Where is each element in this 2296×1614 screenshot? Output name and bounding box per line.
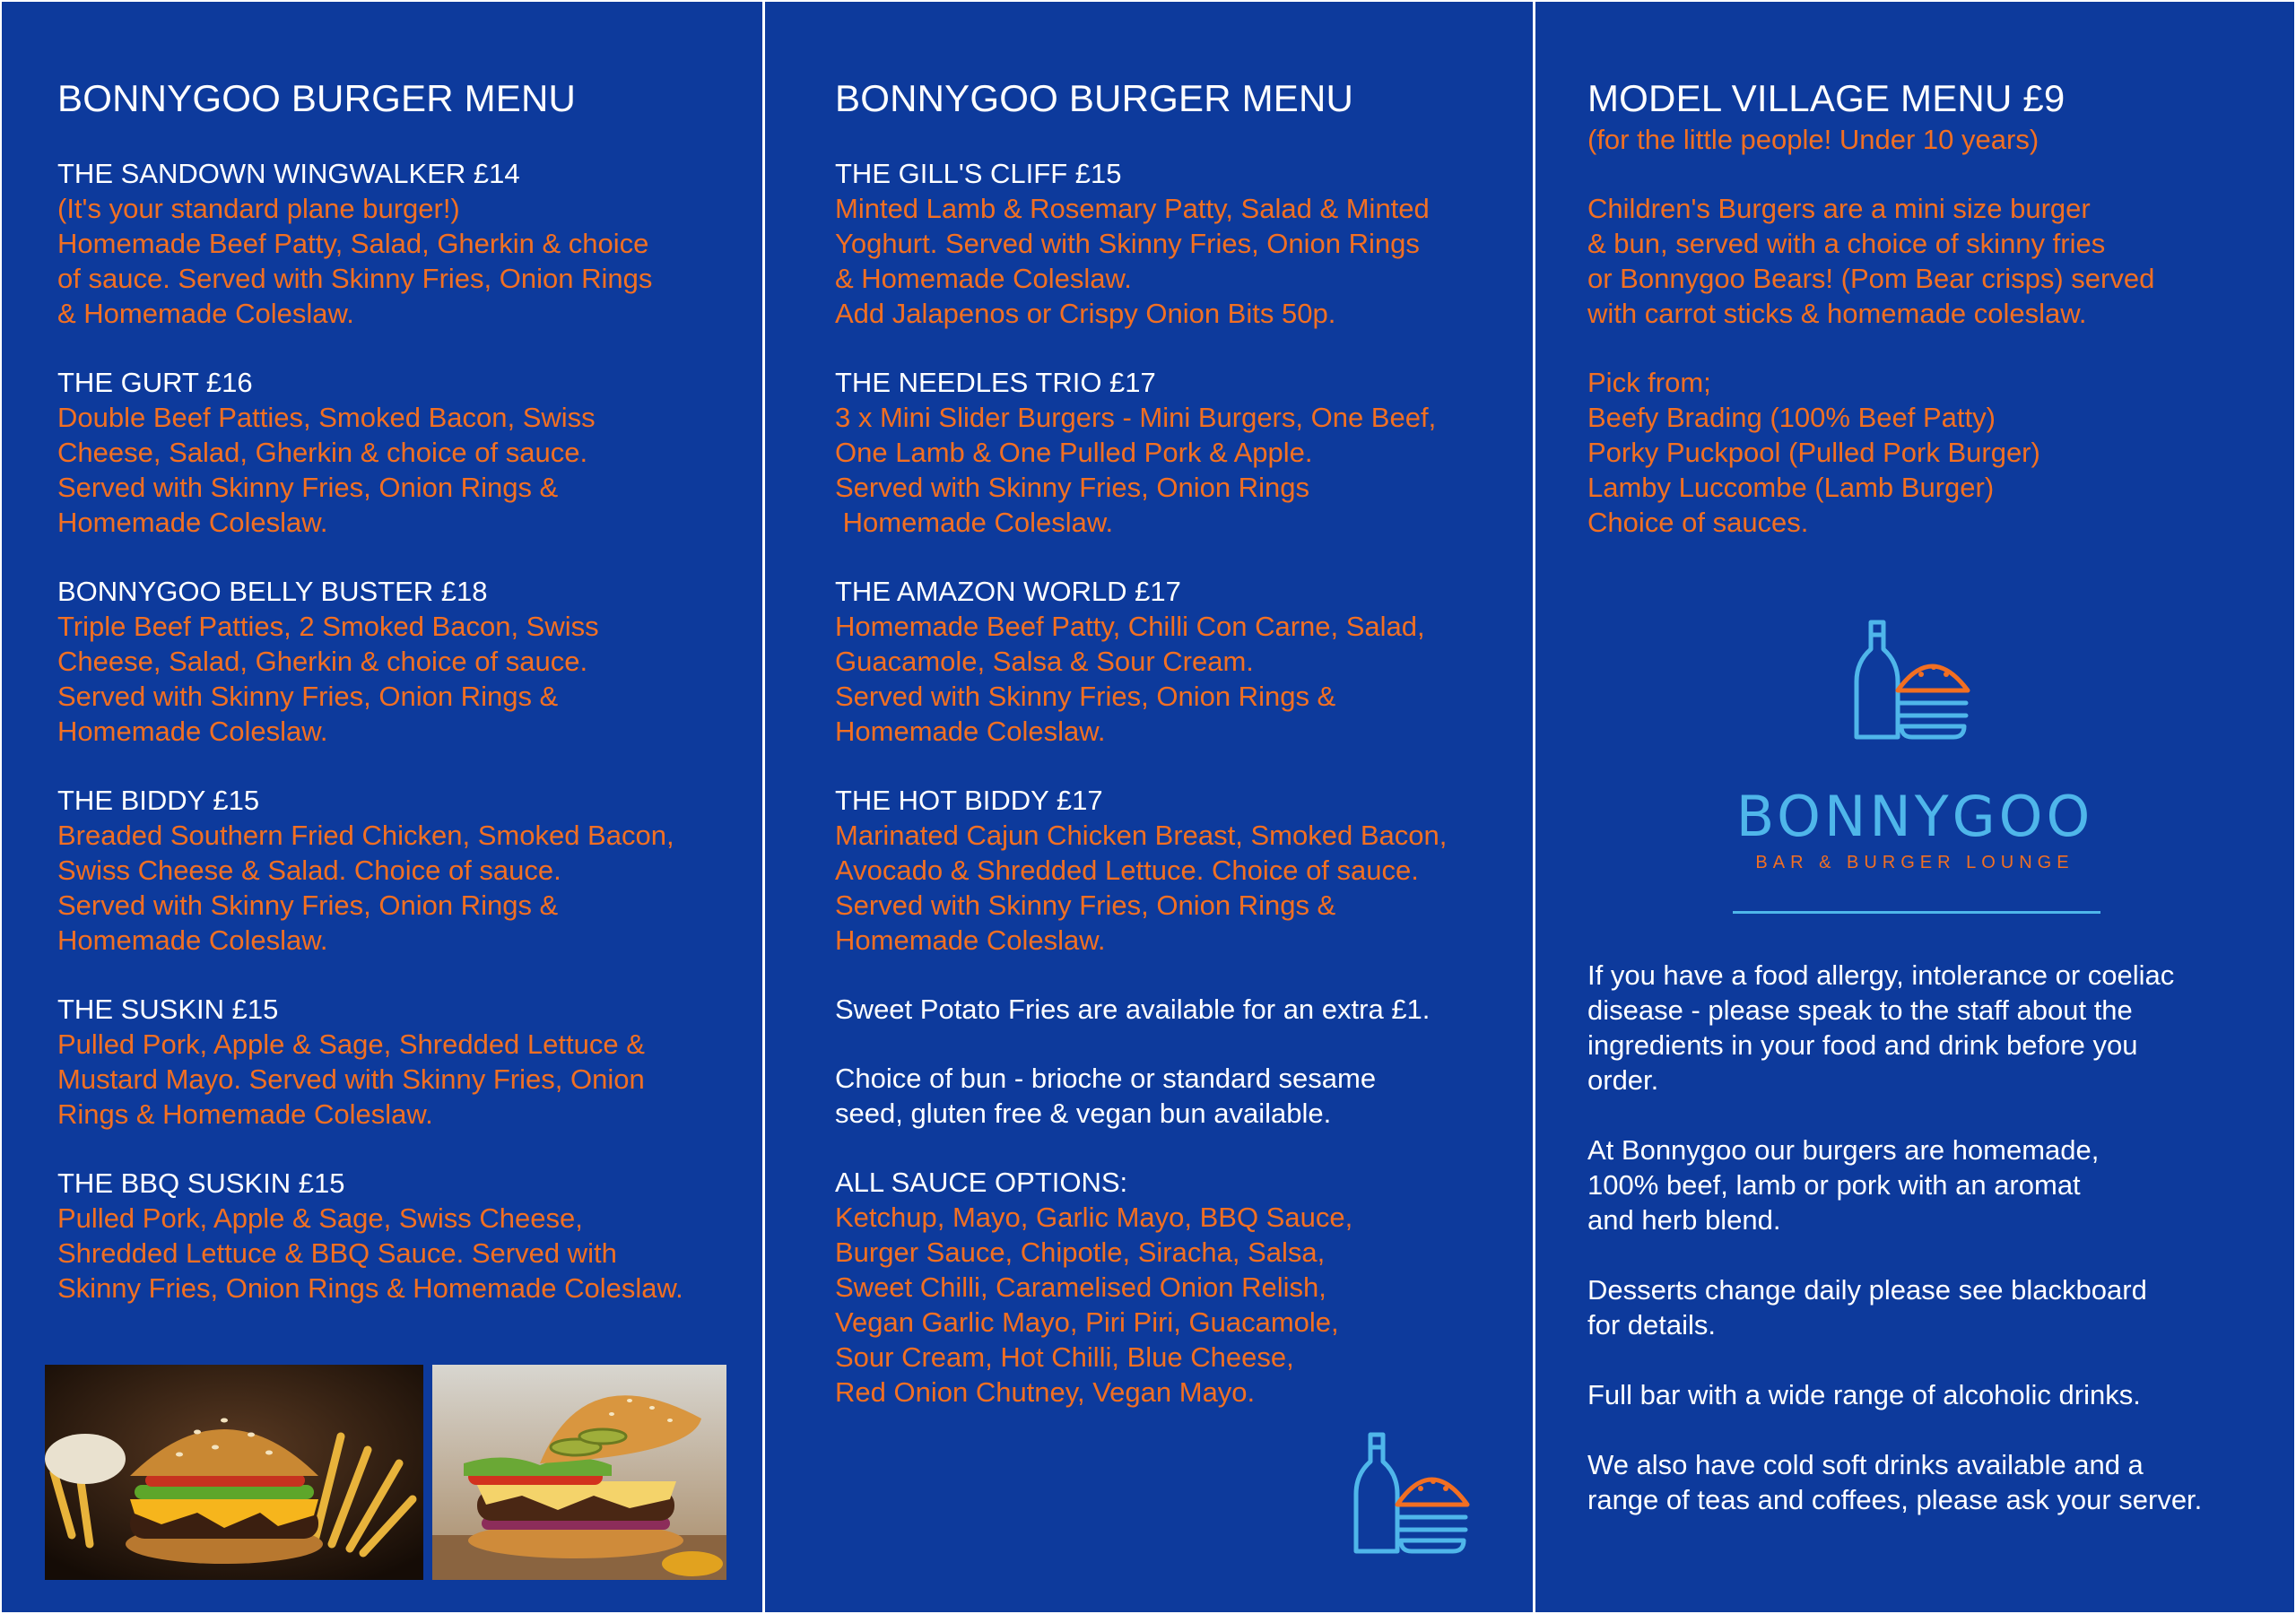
kids-pick-list xyxy=(1587,365,2287,540)
item-line: Served with Skinny Fries, Onion Rings & xyxy=(57,472,559,503)
item-line: (It's your standard plane burger!) xyxy=(57,193,460,224)
item-line: Served with Skinny Fries, Onion Rings & xyxy=(57,889,559,921)
item-line: of sauce. Served with Skinny Fries, Onion Rings xyxy=(57,263,653,294)
item-line: Homemade Beef Patty, Chilli Con Carne, Salad, xyxy=(835,611,1425,642)
allergy-note xyxy=(1587,958,2287,1098)
item-line: & Homemade Coleslaw. xyxy=(835,263,1132,294)
info-line: ingredients in your food and drink before you xyxy=(1587,1029,2138,1061)
burger-photo-icon xyxy=(432,1365,726,1580)
item-line: 3 x Mini Slider Burgers - Mini Burgers, One Beef, xyxy=(835,402,1437,433)
menu-item xyxy=(57,574,757,749)
item-line: Homemade Coleslaw. xyxy=(835,716,1106,747)
sauce-title: ALL SAUCE OPTIONS: xyxy=(835,1167,1128,1198)
sauce-line: Sweet Chilli, Caramelised Onion Relish, xyxy=(835,1271,1326,1303)
item-line: Skinny Fries, Onion Rings & Homemade Coleslaw. xyxy=(57,1272,683,1304)
info-section xyxy=(1587,958,2287,1517)
kids-intro xyxy=(1587,191,2287,331)
item-line: Avocado & Shredded Lettuce. Choice of sauce. xyxy=(835,855,1419,886)
item-line: Yoghurt. Served with Skinny Fries, Onion Rings xyxy=(835,228,1420,259)
item-line: Served with Skinny Fries, Onion Rings & xyxy=(835,889,1336,921)
brand-logo xyxy=(1535,784,2294,873)
item-line: One Lamb & One Pulled Pork & Apple. xyxy=(835,437,1313,468)
right-column xyxy=(1587,75,2287,540)
menu-item xyxy=(835,574,1526,749)
item-line: Mustard Mayo. Served with Skinny Fries, Onion xyxy=(57,1063,645,1095)
item-title: THE NEEDLES TRIO £17 xyxy=(835,367,1156,398)
brand-name: BONNYGOO xyxy=(1735,784,2094,849)
menu-item xyxy=(57,1166,757,1306)
brand-tagline: BAR & BURGER LOUNGE xyxy=(1755,853,2074,872)
kids-subtitle: (for the little people! Under 10 years) xyxy=(1587,124,2039,155)
item-title: THE GILL'S CLIFF £15 xyxy=(835,158,1122,189)
item-title: THE GURT £16 xyxy=(57,367,253,398)
item-line: Marinated Cajun Chicken Breast, Smoked Bacon, xyxy=(835,820,1448,851)
menu-item xyxy=(57,365,757,540)
item-line: Homemade Coleslaw. xyxy=(835,924,1106,956)
bottle-burger-icon xyxy=(1352,1427,1478,1562)
info-line: for details. xyxy=(1587,1309,1717,1341)
info-line: If you have a food allergy, intolerance or coeliac xyxy=(1587,959,2175,991)
pick-line: Choice of sauces. xyxy=(1587,507,1809,538)
bar-note xyxy=(1587,1377,2287,1412)
item-line: Rings & Homemade Coleslaw. xyxy=(57,1098,433,1130)
item-line: Breaded Southern Fried Chicken, Smoked Bacon, xyxy=(57,820,674,851)
item-line: Triple Beef Patties, 2 Smoked Bacon, Swiss xyxy=(57,611,599,642)
burger-fries-photo-icon xyxy=(45,1365,423,1580)
menu-item xyxy=(835,783,1526,958)
menu-item xyxy=(57,783,757,958)
item-line: Double Beef Patties, Smoked Bacon, Swiss xyxy=(57,402,596,433)
item-line: Shredded Lettuce & BBQ Sauce. Served with xyxy=(57,1237,617,1269)
item-line: & Homemade Coleslaw. xyxy=(57,298,354,329)
note-line: Choice of bun - brioche or standard sesame xyxy=(835,1063,1377,1094)
info-line: order. xyxy=(1587,1064,1659,1096)
item-line: Add Jalapenos or Crispy Onion Bits 50p. xyxy=(835,298,1336,329)
sauce-options xyxy=(835,1165,1526,1410)
divider xyxy=(1733,911,2100,914)
left-column xyxy=(57,75,757,1306)
info-line: disease - please speak to the staff about the xyxy=(1587,994,2133,1026)
pick-line: Beefy Brading (100% Beef Patty) xyxy=(1587,402,1996,433)
item-line: Swiss Cheese & Salad. Choice of sauce. xyxy=(57,855,561,886)
item-title: THE BBQ SUSKIN £15 xyxy=(57,1167,345,1199)
pick-line: Porky Puckpool (Pulled Pork Burger) xyxy=(1587,437,2040,468)
intro-line: or Bonnygoo Bears! (Pom Bear crisps) served xyxy=(1587,263,2155,294)
intro-line: & bun, served with a choice of skinny fries xyxy=(1587,228,2106,259)
item-line: Served with Skinny Fries, Onion Rings xyxy=(835,472,1309,503)
item-line: Minted Lamb & Rosemary Patty, Salad & Minted xyxy=(835,193,1430,224)
item-line: Homemade Coleslaw. xyxy=(835,507,1114,538)
sauce-line: Burger Sauce, Chipotle, Siracha, Salsa, xyxy=(835,1237,1326,1268)
item-line: Guacamole, Salsa & Sour Cream. xyxy=(835,646,1254,677)
pick-line: Pick from; xyxy=(1587,367,1711,398)
info-line: 100% beef, lamb or pork with an aromat xyxy=(1587,1169,2081,1201)
item-line: Cheese, Salad, Gherkin & choice of sauce. xyxy=(57,646,588,677)
sauce-line: Sour Cream, Hot Chilli, Blue Cheese, xyxy=(835,1341,1294,1373)
menu-item xyxy=(835,365,1526,540)
item-line: Served with Skinny Fries, Onion Rings & xyxy=(57,681,559,712)
item-title: THE HOT BIDDY £17 xyxy=(835,785,1103,816)
item-title: BONNYGOO BELLY BUSTER £18 xyxy=(57,576,488,607)
menu-item xyxy=(835,156,1526,331)
note-line: seed, gluten free & vegan bun available. xyxy=(835,1098,1332,1129)
pick-line: Lamby Luccombe (Lamb Burger) xyxy=(1587,472,1995,503)
intro-line: Children's Burgers are a mini size burger xyxy=(1587,193,2091,224)
info-line: and herb blend. xyxy=(1587,1204,1781,1236)
item-line: Served with Skinny Fries, Onion Rings & xyxy=(835,681,1336,712)
burger-photos xyxy=(45,1365,726,1580)
sauce-line: Vegan Garlic Mayo, Piri Piri, Guacamole, xyxy=(835,1306,1339,1338)
right-heading: MODEL VILLAGE MENU £9 xyxy=(1587,77,2066,119)
intro-line: with carrot sticks & homemade coleslaw. xyxy=(1587,298,2087,329)
left-heading: BONNYGOO BURGER MENU xyxy=(57,77,577,119)
item-title: THE BIDDY £15 xyxy=(57,785,260,816)
bottle-burger-icon xyxy=(1853,617,1979,742)
info-line: Full bar with a wide range of alcoholic drinks. xyxy=(1587,1379,2141,1410)
drinks-note xyxy=(1587,1447,2287,1517)
middle-panel xyxy=(765,2,1533,1612)
info-line: range of teas and coffees, please ask your server. xyxy=(1587,1484,2203,1515)
bun-note xyxy=(835,1061,1526,1131)
item-line: Cheese, Salad, Gherkin & choice of sauce. xyxy=(57,437,588,468)
item-title: THE AMAZON WORLD £17 xyxy=(835,576,1181,607)
sauce-line: Red Onion Chutney, Vegan Mayo. xyxy=(835,1376,1256,1408)
menu-item xyxy=(57,156,757,331)
item-title: THE SUSKIN £15 xyxy=(57,994,279,1025)
middle-column xyxy=(835,75,1526,1410)
sweet-potato-note xyxy=(835,992,1526,1027)
right-panel xyxy=(1535,2,2294,1612)
note-line: Sweet Potato Fries are available for an extra £1. xyxy=(835,994,1431,1025)
middle-heading: BONNYGOO BURGER MENU xyxy=(835,77,1354,119)
item-line: Pulled Pork, Apple & Sage, Swiss Cheese, xyxy=(57,1202,583,1234)
desserts-note xyxy=(1587,1272,2287,1342)
item-line: Homemade Coleslaw. xyxy=(57,507,328,538)
left-panel xyxy=(2,2,762,1612)
info-line: We also have cold soft drinks available and a xyxy=(1587,1449,2144,1480)
sauce-line: Ketchup, Mayo, Garlic Mayo, BBQ Sauce, xyxy=(835,1202,1353,1233)
item-line: Homemade Coleslaw. xyxy=(57,716,328,747)
info-line: At Bonnygoo our burgers are homemade, xyxy=(1587,1134,2100,1166)
item-line: Homemade Beef Patty, Salad, Gherkin & choice xyxy=(57,228,649,259)
info-line: Desserts change daily please see blackboard xyxy=(1587,1274,2147,1306)
homemade-note xyxy=(1587,1132,2287,1237)
item-line: Pulled Pork, Apple & Sage, Shredded Lettuce & xyxy=(57,1028,645,1060)
item-title: THE SANDOWN WINGWALKER £14 xyxy=(57,158,520,189)
item-line: Homemade Coleslaw. xyxy=(57,924,328,956)
menu-item xyxy=(57,992,757,1132)
